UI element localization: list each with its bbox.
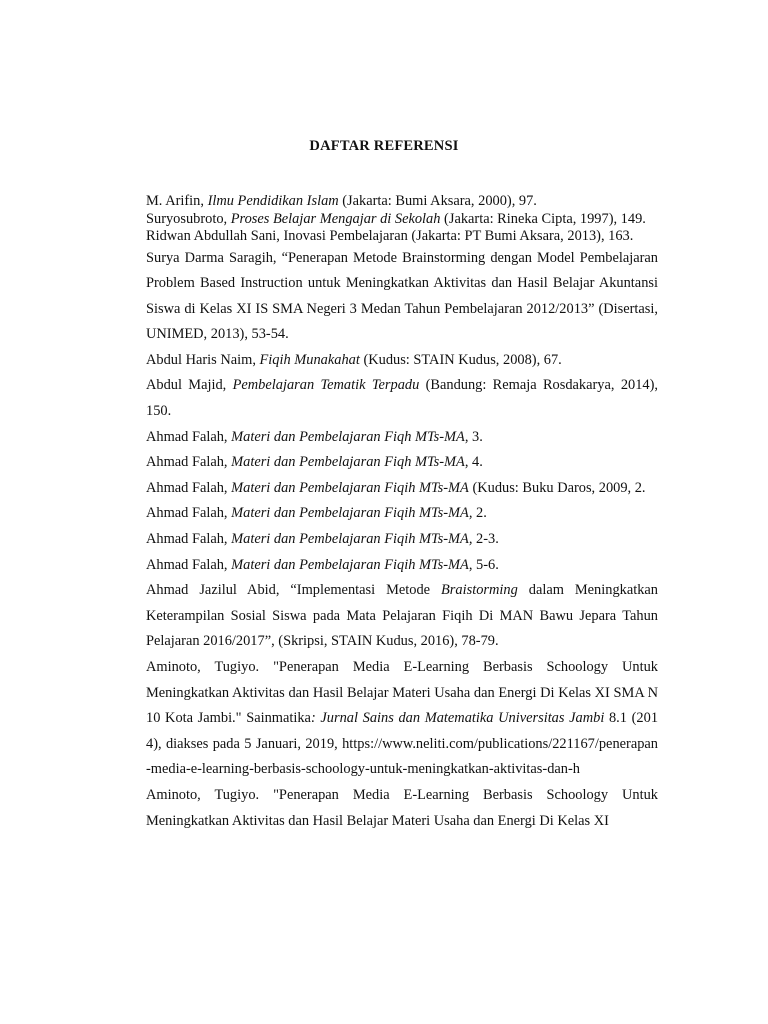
- reference-title: Materi dan Pembelajaran Fiqih MTs-MA: [231, 556, 469, 573]
- reference-entry: [146, 501, 658, 527]
- reference-text: 8.1 (2014), diakses pada 5 Januari, 2019, https://www.neliti.com/publications/221167/penerapan-media-e-learning-berbasis-schoology-untuk-meningkatkan-aktivitas-dan-h: [146, 710, 659, 778]
- reference-text: Ahmad Falah,: [146, 556, 232, 573]
- reference-text: (Jakarta: Rineka Cipta, 1997), 149.: [440, 210, 646, 227]
- reference-text: 2.: [472, 505, 487, 522]
- reference-entry: [146, 578, 658, 655]
- reference-title: Materi dan Pembelajaran Fiqih MTs-MA,: [231, 531, 473, 548]
- reference-entry: [146, 246, 658, 348]
- reference-text: (Bandung: Remaja Rosdakarya, 2014), 150.: [146, 377, 658, 420]
- reference-text: dalam Meningkatkan Keterampilan Sosial Siswa pada Mata Pelajaran Fiqih Di MAN Bawu Jepara Tahun Pelajaran 2016/2017”, (Skripsi, STAIN Kudus, 2016), 78-79.: [146, 582, 658, 650]
- reference-entry: [146, 450, 658, 476]
- reference-text: Abdul Majid,: [146, 377, 233, 394]
- reference-text: (Jakarta: Bumi Aksara, 2000), 97.: [338, 193, 537, 209]
- reference-text: Ahmad Falah,: [146, 454, 232, 471]
- reference-text: Abdul Haris Naim,: [146, 351, 260, 368]
- reference-text: , 5-6.: [468, 556, 499, 573]
- reference-title: Pembelajaran Tematik Terpadu: [232, 377, 420, 394]
- reference-text: Aminoto, Tugiyo. "Penerapan Media E-Learning Berbasis Schoology Untuk Meningkatkan Aktivitas dan Hasil Belajar Materi Usaha dan Energi Di Kelas XI SMA N 10 Kota Jambi." Sainmatika: [146, 659, 658, 727]
- reference-entry: [146, 373, 658, 424]
- reference-text: Ahmad Falah,: [146, 428, 232, 445]
- reference-title: Materi dan Pembelajaran Fiqih MTs-MA,: [231, 505, 473, 522]
- reference-list: [146, 193, 658, 834]
- reference-text: Surya Darma Saragih, “Penerapan Metode Brainstorming dengan Model Pembelajaran Problem Based Instruction untuk Meningkatkan Aktivitas dan Hasil Belajar Akuntansi Siswa di Kelas XI IS SMA Negeri 3 Medan Tahun Pembelajaran 2012/2013” (Disertasi, UNIMED, 2013), 53-54.: [146, 249, 658, 343]
- reference-entry: [146, 527, 658, 553]
- reference-entry: [146, 348, 658, 374]
- reference-text: Aminoto, Tugiyo. "Penerapan Media E-Learning Berbasis Schoology Untuk Meningkatkan Aktivitas dan Hasil Belajar Materi Usaha dan Energi Di Kelas XI: [146, 786, 658, 829]
- reference-title: : Jurnal Sains dan Matematika Universitas Jambi: [310, 710, 605, 727]
- reference-entry: [146, 476, 658, 502]
- reference-text: (Kudus: STAIN Kudus, 2008), 67.: [359, 351, 562, 368]
- reference-text: , 4.: [464, 454, 483, 471]
- reference-text: (Kudus: Buku Daros, 2009, 2.: [468, 479, 646, 496]
- reference-text: Ahmad Falah,: [146, 531, 232, 548]
- reference-text: 2-3.: [472, 531, 499, 548]
- page-title: DAFTAR REFERENSI: [309, 138, 459, 154]
- reference-entry: [146, 193, 658, 211]
- reference-title: Ilmu Pendidikan Islam: [207, 193, 339, 209]
- reference-title: Fiqih Munakahat: [259, 351, 360, 368]
- reference-entry: [146, 783, 658, 834]
- reference-entry: [146, 228, 658, 246]
- reference-text: Suryosubroto,: [146, 210, 231, 227]
- reference-title: Proses Belajar Mengajar di Sekolah: [230, 210, 441, 227]
- reference-entry: [146, 655, 658, 783]
- reference-text: Ahmad Falah,: [146, 479, 232, 496]
- reference-entry: [146, 211, 658, 229]
- reference-entry: [146, 425, 658, 451]
- reference-entry: [146, 553, 658, 579]
- reference-text: Ahmad Jazilul Abid, “Implementasi Metode: [146, 582, 442, 599]
- reference-title: Materi dan Pembelajaran Fiqh MTs-MA: [231, 428, 465, 445]
- reference-title: Braistorming: [441, 582, 518, 599]
- reference-title: Materi dan Pembelajaran Fiqh MTs-MA: [231, 454, 465, 471]
- reference-text: Ridwan Abdullah Sani, Inovasi Pembelajaran (Jakarta: PT Bumi Aksara, 2013), 163.: [146, 228, 634, 244]
- reference-title: Materi dan Pembelajaran Fiqih MTs-MA: [231, 479, 469, 496]
- reference-text: Ahmad Falah,: [146, 505, 232, 522]
- reference-text: , 3.: [464, 428, 483, 445]
- reference-text: M. Arifin,: [146, 193, 208, 209]
